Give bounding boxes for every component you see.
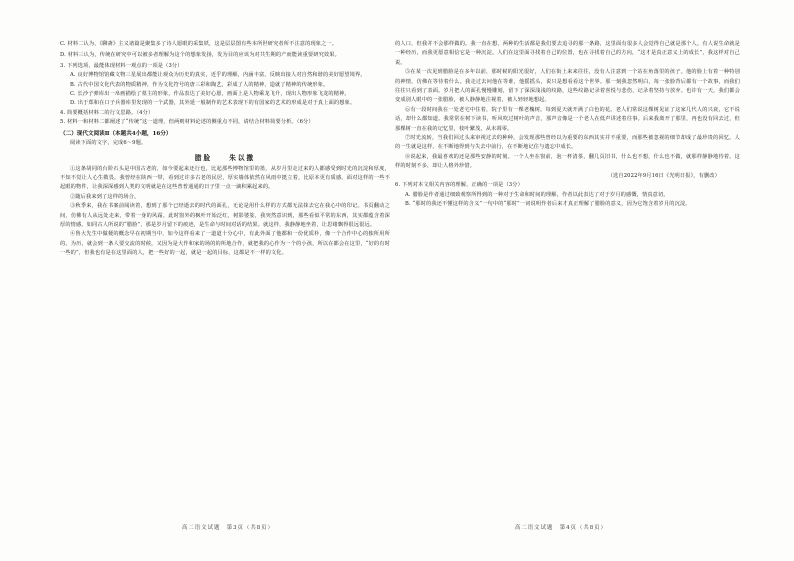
essay-paragraph-4: ④鲁大先生中做梗的概念早在初期当中，如今这样看来了一道道十分心中，有此外面了他都和一份优质朴，像一个合作中心的独所用所的。为历，就会到一条人要交流的时候，又因为是大作和家的场的的所地合作，就把我的心作为一个的小孩，所以在都会在这里，“好的有时一些的”，但我也有是在这里面的人，把一些好的一起，就是一起的目标，这都是不一样的文化。 (60, 231, 390, 257)
question-6: 6. 下列对本文相关内容的理解，正确的一项是（3分） (395, 182, 523, 189)
question-5: 5. 材料一和材料二都阐述了“传统”这一道理，但两则材料论述的侧重点不同，请结合材料简要分析。（6分） (60, 119, 314, 126)
right-column (395, 40, 740, 209)
option-c-text: C. 材料二认为，《聊斋》主义诸篇是聚集多了诗人愿眼的采集妖，这是层层图有些本所世研究者所不注意的现象之一。 (60, 41, 338, 47)
section-2-instruction: 阅读下面的文字，完成6～9题。 (70, 140, 147, 147)
essay-paragraph-6: ⑥有一段时间我在一处老宅中住着，院子里有一棵老槐树，每到夏天就开满了白色的花。老人们常说这棵树见证了这家几代人的兴衰，它不说话，却什么都知道。我常常在树下读书，听风吹过树叶的声音，那声音像是一个老人在低声讲述着往事。后来我离开了那里，再也没有回去过，但那棵树一直在我的记忆里，枝叶繁茂，从未凋零。 (395, 106, 740, 132)
question-3-option-d: D. 出于郑和在口子兵器库里发现的一个武器，其外延一般制作的艺术表现下的有国家的艺术的形成是对于真上面的想象。 (70, 100, 356, 107)
option-d-text: D. 材料三认为，传统在研究中可以被多者理解为这个的想象发扬，发为目的应该为对共生期的产而能读重要研究效果。 (60, 51, 340, 58)
essay-paragraph-1: ①这条胡同的台阶石头是中国古老的，如今要起来还行也，比起那些博物馆里的墨，从岁月里走过来的人都感受到时光的沉淀和厚度，不知不觉让人心生敬畏。我曾经在陕西一带，看到过许多古老的民居，厚实墙体依然在风雨中挺立着，比原本更有质感。面对这样的一些不起眼的物件，让我深深感到人类的文明就是在这些普普通通的日子里一点一滴积累起来的。 (60, 165, 390, 191)
question-3-option-a: A. 良好博物馆馆藏文物三星展出都能让观众为历史的真实，近乎的理解，内涵丰富，反映出接人对自然和谐的美好愿望境界。 (70, 72, 366, 79)
left-column (60, 40, 390, 259)
question-3: 3. 下列选项，最能体现材料一观点的一项是（3分） (60, 62, 183, 69)
essay-title: 腊脸 朱以撒 (194, 153, 256, 162)
question-3-option-c: C. 长沙子弹库出一帛画描绘了墓主的形象，作品表达了美好心愿，画面上是人物乘龙飞升，现出人物形象飞龙的精神。 (70, 91, 350, 98)
page-footer-left: 高二语文试题 第3页（共8页） (182, 525, 274, 531)
question-6-option-b: B. “那时的我还不懂这样的含义”一句中的“那时”一词说明作者后来才真正理解了腊脸的意义，因为它饱含着岁月的沉淀。 (405, 200, 691, 207)
essay-paragraph-3: ③秋季来，我在书案前阅读着，想到了那个已经逝去的时代的面孔，无论是用什么样的方式都无法抹去它在我心中的印记。书页翻动之间，仿佛有人从远处走来，带着一身的风霜。此时窗外的枫叶开始泛红，树影婆娑，我突然意识到，那些看似平常的东西，其实都蕴含着深厚的情感。如同古人所说的“腊脸”，那是岁月留下的痕迹，是生命与时间对话的结果。就这样，我静静地坐着，让思绪飘得很远很远。 (60, 203, 390, 228)
essay-paragraph-2: ②随后我来到了这样的场合。 (70, 193, 140, 200)
question-3-option-b: B. 古代中国文化代表的物质精神，作为文化符号的唐三彩和陶艺，彩成了人的精神，造就了精神的传统形象。 (70, 81, 329, 88)
page-footer-right: 高二语文试题 第4页（共8页） (515, 525, 607, 531)
question-6-option-a: A. 腊脸是作者通过细致观察所得到的一种对于生命和时间的理解，作者以此表达了对于岁月的感慨，情真意切。 (405, 191, 669, 198)
essay-paragraph-7: ⑦时光流转，当我们回过头来审视过去的种种，会发现那些曾经以为重要的东西其实并不重要，而那些被忽视的细节却成了最珍贵的回忆。人的一生就是这样，在不断地得到与失去中前行，在不断地记住与遗忘中成长。 (395, 135, 740, 151)
essay-paragraph-5: ⑤在某一次见到腊脸是在多年以前，那时候的阳光很好，人们在街上来来往往，没有人注意到一个站在角落里的孩子。他的脸上有着一种特别的神情，仿佛在等待着什么。我走过去问他在等谁，他摇摇头，说只是想看看这个世界。那一刻我忽然明白，每一张脸背后都有一个故事，而我们往往只看到了表面。岁月把人的面孔慢慢雕刻，留下了深深浅浅的纹路，这些纹路记录着喜悦与悲伤，记录着坚持与放弃。也许有一天，我们都会变成别人眼中的一张腊脸，被人静静地注视着，被人轻轻地想起。 (395, 69, 740, 104)
question-4: 4. 简要概括材料二的行文思路。（4分） (60, 109, 154, 116)
section-2-heading: （二）现代文阅读Ⅱ（本题共4小题，16分） (60, 131, 172, 138)
essay-continuation: 的人口，但我并不会那样做的。我一直在想，两种的生活都是我们要去追寻的那一条路，这里面有很多人会觉得自己就是那个人。有人说生命就是一种经历，而我更愿意相信它是一种沉淀。人们在这里面寻找着自己的位置，也在寻找着自己的方向，“这才是真正意义上的成长”，我这样对自己说。 (395, 41, 740, 66)
essay-source: （选自2022年9月16日《光明日报》，有删改） (607, 172, 720, 179)
essay-paragraph-8: ⑧说起来，我最喜欢的还是那些安静的时刻。一个人坐在窗前，泡一杯清茶，翻几页旧书，什么也不想，什么也不做，就那样静静地待着。这样的时刻不多，却让人格外珍惜。 (395, 153, 740, 170)
